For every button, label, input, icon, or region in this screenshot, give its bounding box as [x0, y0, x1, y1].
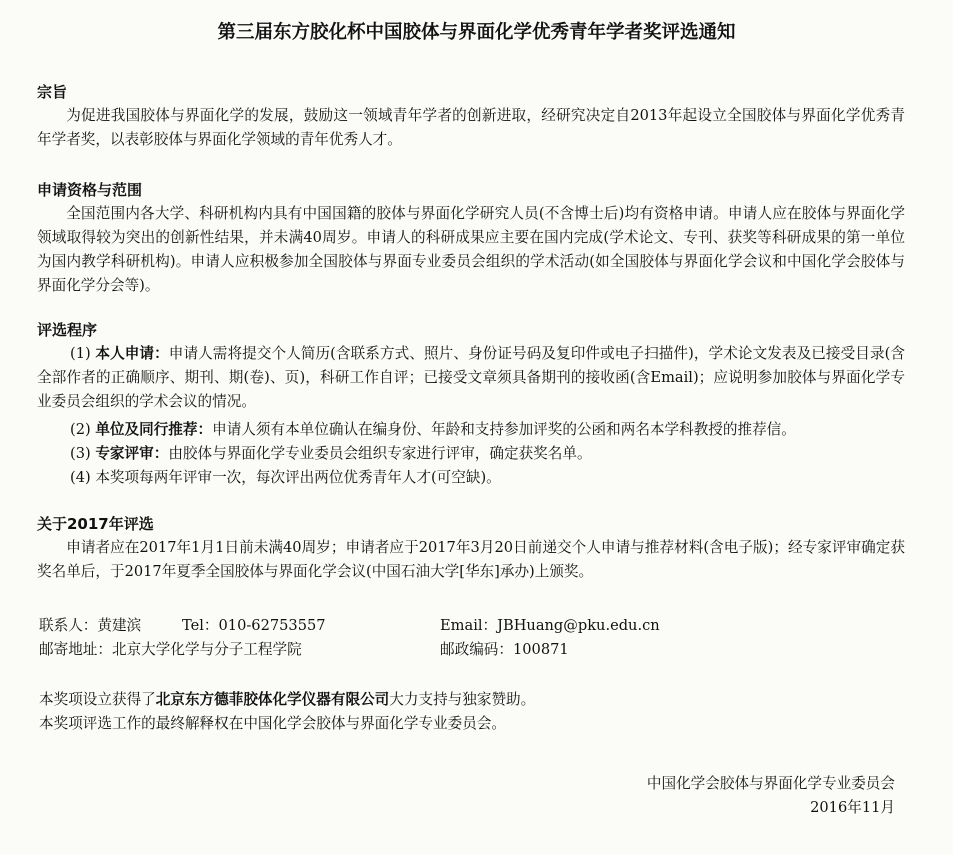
procedure-item-3: [37, 442, 905, 466]
item-number: (4): [70, 469, 91, 486]
sponsor-company: 北京东方德菲胶体化学仪器有限公司: [155, 691, 390, 708]
procedure-item-1: [37, 342, 905, 414]
item-text: 由胶体与界面化学专业委员会组织专家进行评审，确定获奖名单。: [168, 445, 592, 462]
item-label: 单位及同行推荐：: [95, 421, 213, 438]
item-label: 本人申请：: [95, 345, 169, 362]
signature-date: 2016年11月: [810, 799, 895, 816]
item-text: 本奖项每两年评审一次，每次评出两位优秀青年人才(可空缺)。: [95, 469, 501, 486]
eligibility-heading: 申请资格与范围: [37, 181, 143, 199]
contact-tel: Tel：010-62753557: [182, 617, 326, 634]
contact-postcode: 邮政编码：100871: [440, 641, 569, 658]
selection-2017-heading: 关于2017年评选: [37, 515, 154, 533]
sponsor-statement: [39, 688, 535, 712]
document-title: 第三届东方胶化杯中国胶体与界面化学优秀青年学者奖评选通知: [217, 22, 736, 43]
eligibility-text: 全国范围内各大学、科研机构内具有中国国籍的胶体与界面化学研究人员(不含博士后)均有资格申请。申请人应在胶体与界面化学领域取得较为突出的创新性结果，并未满40周岁。申请人的科研成果应主要在国内完成(学术论文、专刊、获奖等科研成果的第一单位为国内教学科研机构)。申请人应积极参加全国胶体与界面专业委员会组织的学术活动(如全国胶体与界面化学会议和中国化学会胶体与界面化学分会等)。: [37, 205, 905, 294]
item-label: 专家评审：: [95, 445, 169, 462]
item-number: (2): [70, 421, 91, 438]
procedure-item-4: [37, 466, 905, 490]
purpose-heading: 宗旨: [37, 83, 68, 101]
item-text: 申请人需将提交个人简历(含联系方式、照片、身份证号码及复印件或电子扫描件)，学术论文发表及已接受目录(含全部作者的正确顺序、期刊、期(卷)、页)，科研工作自评；已接受文章须具备期刊的接收函(含Email)；应说明参加胶体与界面化学专业委员会组织的学术会议的情况。: [37, 345, 905, 410]
item-text: 申请人须有本单位确认在编身份、年龄和支持参加评奖的公函和两名本学科教授的推荐信。: [212, 421, 796, 438]
contact-person: 联系人：黄建滨: [39, 617, 142, 634]
interpretation-statement: 本奖项评选工作的最终解释权在中国化学会胶体与界面化学专业委员会。: [39, 715, 507, 732]
signature-org: 中国化学会胶体与界面化学专业委员会: [646, 775, 895, 792]
contact-email[interactable]: Email：JBHuang@pku.edu.cn: [440, 617, 660, 634]
procedure-heading: 评选程序: [37, 321, 98, 339]
sponsor-suffix: 大力支持与独家赞助。: [389, 691, 536, 708]
selection-2017-text: 申请者应在2017年1月1日前未满40周岁；申请者应于2017年3月20日前递交个人申请与推荐材料(含电子版)；经专家评审确定获奖名单后，于2017年夏季全国胶体与界面化学会议(中国石油大学[华东]承办)上颁奖。: [37, 539, 905, 580]
contact-address: 邮寄地址：北京大学化学与分子工程学院: [39, 641, 302, 658]
sponsor-prefix: 本奖项设立获得了: [39, 691, 156, 708]
item-number: (1): [70, 345, 91, 362]
item-number: (3): [70, 445, 91, 462]
procedure-item-2: [37, 418, 905, 442]
purpose-text: 为促进我国胶体与界面化学的发展，鼓励这一领域青年学者的创新进取，经研究决定自2013年起设立全国胶体与界面化学优秀青年学者奖，以表彰胶体与界面化学领域的青年优秀人才。: [37, 107, 905, 148]
